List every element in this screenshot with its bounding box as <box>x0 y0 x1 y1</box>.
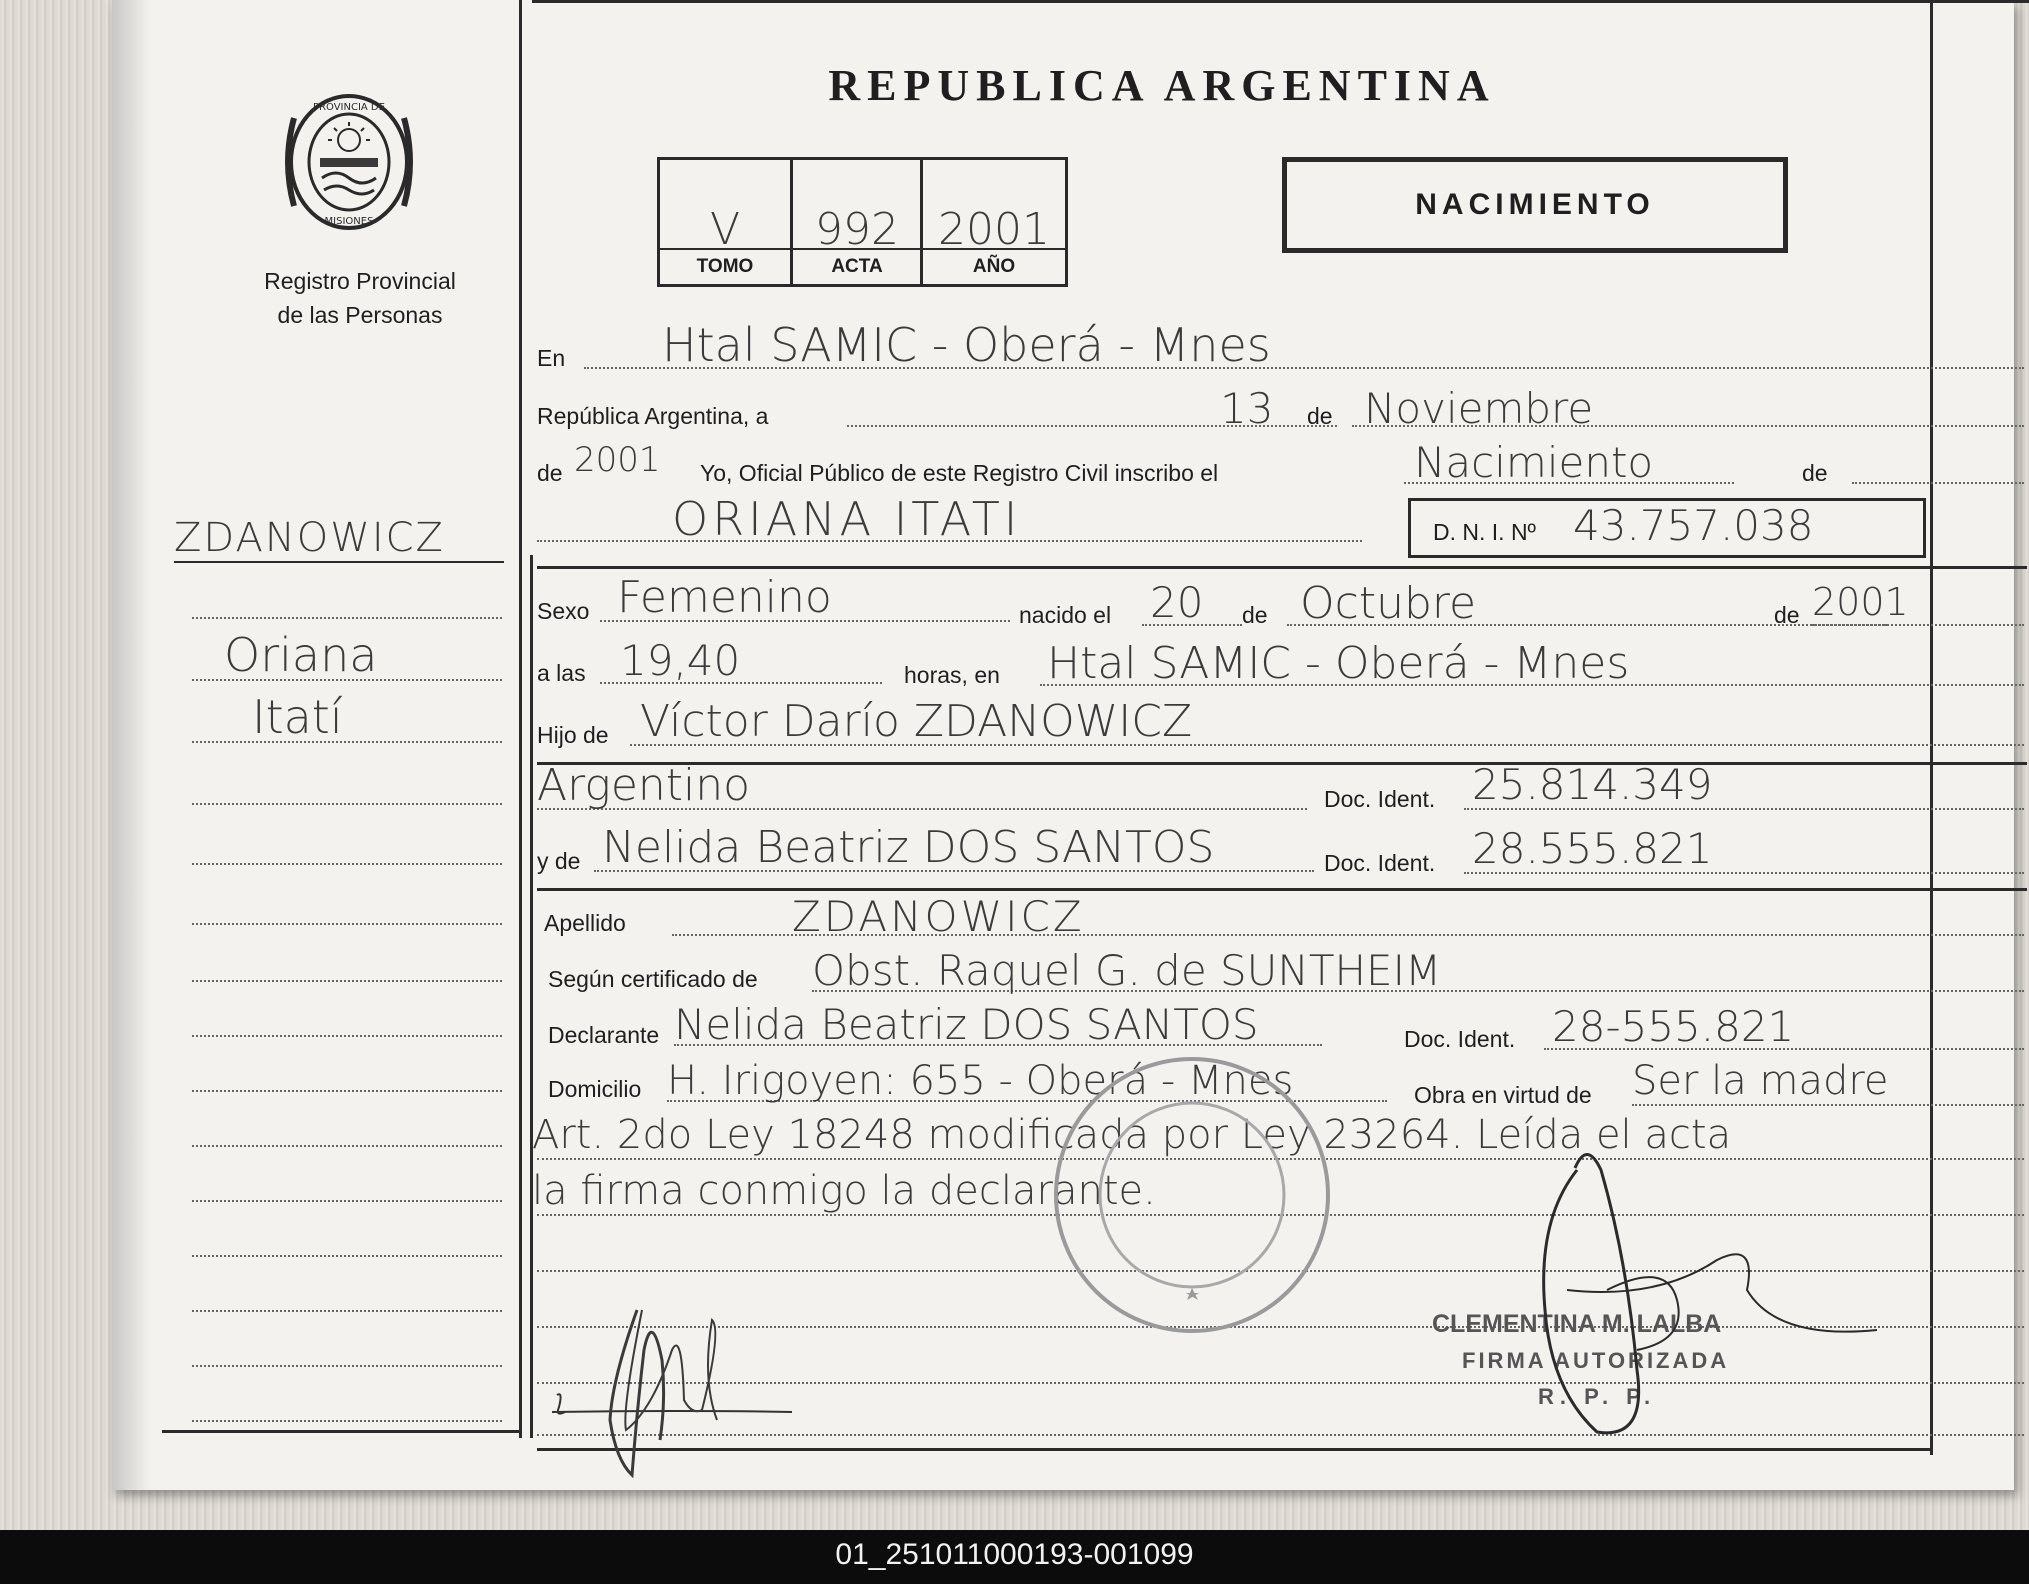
officer-signature <box>1517 1140 1897 1440</box>
declarante-doc-value: 28-555.821 <box>1552 1002 1795 1051</box>
en-value: Htal SAMIC - Oberá - Mnes <box>662 318 1271 372</box>
officer-stamp-line3: R. P. P. <box>1538 1384 1657 1409</box>
notes-line2: la firma conmigo la declarante. <box>532 1168 1156 1214</box>
birth-de-label: de <box>1242 602 1268 628</box>
section-divider-1 <box>537 566 2027 569</box>
yo-label: Yo, Oficial Público de este Registro Civil inscribo el <box>700 460 1219 486</box>
margin-surname-underline <box>174 561 504 563</box>
father-name-value: Víctor Darío ZDANOWICZ <box>640 696 1193 747</box>
day-value: 13 <box>1220 384 1274 433</box>
registry-stamp-icon <box>1047 1050 1337 1340</box>
document-type-box: NACIMIENTO <box>1282 157 1788 253</box>
birth-year-label: de <box>1774 602 1800 628</box>
mother-doc-label: Doc. Ident. <box>1324 850 1436 876</box>
year-prefix-value: 2001 <box>574 440 661 480</box>
father-nationality-value: Argentino <box>537 760 751 811</box>
declarante-label: Declarante <box>548 1022 660 1048</box>
ano-value: 2001 <box>938 204 1050 255</box>
segun-value: Obst. Raquel G. de SUNTHEIM <box>812 946 1442 995</box>
declarante-value: Nelida Beatriz DOS SANTOS <box>674 1000 1259 1049</box>
birth-year-value: 2001 <box>1812 580 1909 624</box>
acto-value: Nacimiento <box>1414 438 1654 487</box>
nacido-label: nacido el <box>1019 602 1112 628</box>
sexo-value: Femenino <box>617 572 832 623</box>
sexo-label: Sexo <box>537 598 590 624</box>
section-divider-2 <box>537 762 2027 765</box>
seal-top-text: PROVINCIA DE <box>313 102 385 113</box>
horas-label: horas, en <box>904 662 1000 688</box>
dni-label: D. N. I. Nº <box>1433 519 1536 545</box>
birth-place-value: Htal SAMIC - Oberá - Mnes <box>1047 638 1630 689</box>
dni-value: 43.757.038 <box>1573 501 1814 550</box>
acto-de-label: de <box>1802 460 1828 486</box>
declarant-signature <box>542 1290 962 1480</box>
right-frame-line <box>1930 0 1933 1455</box>
ano-label: AÑO <box>972 256 1016 277</box>
obra-label: Obra en virtud de <box>1414 1082 1592 1108</box>
y-de-label: y de <box>537 848 581 874</box>
domicilio-value: H. Irigoyen: 655 - Oberá - Mnes <box>667 1058 1294 1104</box>
birth-day-value: 20 <box>1150 578 1204 627</box>
margin-name-line1: Oriana <box>224 628 378 682</box>
notes-line1: Art. 2do Ley 18248 modificada por Ley 23264. Leída el acta <box>532 1112 1732 1158</box>
top-rule <box>532 0 2029 3</box>
acta-label: ACTA <box>831 256 883 277</box>
father-doc-value: 25.814.349 <box>1472 760 1713 809</box>
domicilio-label: Domicilio <box>548 1076 642 1102</box>
record-number-box <box>657 157 1068 287</box>
father-doc-label: Doc. Ident. <box>1324 786 1436 812</box>
section-divider-3 <box>537 888 2027 891</box>
officer-stamp-line1: CLEMENTINA M. LALBA <box>1432 1310 1722 1338</box>
country-title: REPUBLICA ARGENTINA <box>828 61 1496 110</box>
en-label: En <box>537 345 566 371</box>
obra-value: Ser la madre <box>1632 1058 1889 1104</box>
seal-bottom-text: MISIONES <box>324 216 374 227</box>
file-id-caption: 01_251011000193-001099 <box>835 1538 1194 1571</box>
binding-shadow <box>112 0 150 1490</box>
tomo-value: V <box>709 204 741 255</box>
acta-value: 992 <box>815 204 899 255</box>
margin-surname: ZDANOWICZ <box>174 515 445 561</box>
document-sheet <box>112 0 2014 1490</box>
left-inner-frame-line <box>530 555 533 1438</box>
apellido-label: Apellido <box>544 910 626 936</box>
declarante-doc-label: Doc. Ident. <box>1404 1026 1516 1052</box>
a-las-label: a las <box>537 660 586 686</box>
apellido-value: ZDANOWICZ <box>792 892 1085 941</box>
tomo-label: TOMO <box>696 256 754 277</box>
hijo-label: Hijo de <box>537 722 609 748</box>
officer-stamp-line2: FIRMA AUTORIZADA <box>1462 1348 1730 1373</box>
margin-bottom-rule <box>162 1430 522 1433</box>
mother-doc-value: 28.555.821 <box>1472 824 1713 873</box>
year-de-label: de <box>537 460 563 486</box>
month-de-label: de <box>1307 403 1333 429</box>
child-name-value: ORIANA ITATI <box>672 492 1022 546</box>
birth-month-value: Octubre <box>1300 578 1477 629</box>
left-frame-line <box>519 0 522 1438</box>
mother-name-value: Nelida Beatriz DOS SANTOS <box>602 822 1215 873</box>
registry-line2: de las Personas <box>277 302 443 328</box>
hora-value: 19,40 <box>620 636 741 685</box>
segun-label: Según certificado de <box>548 966 758 992</box>
dni-box <box>1408 498 1926 558</box>
margin-name-line2: Itatí <box>252 690 343 744</box>
province-seal-icon <box>282 88 416 236</box>
registry-line1: Registro Provincial <box>264 268 456 294</box>
month-value: Noviembre <box>1364 384 1594 433</box>
republica-label: República Argentina, a <box>537 403 769 429</box>
